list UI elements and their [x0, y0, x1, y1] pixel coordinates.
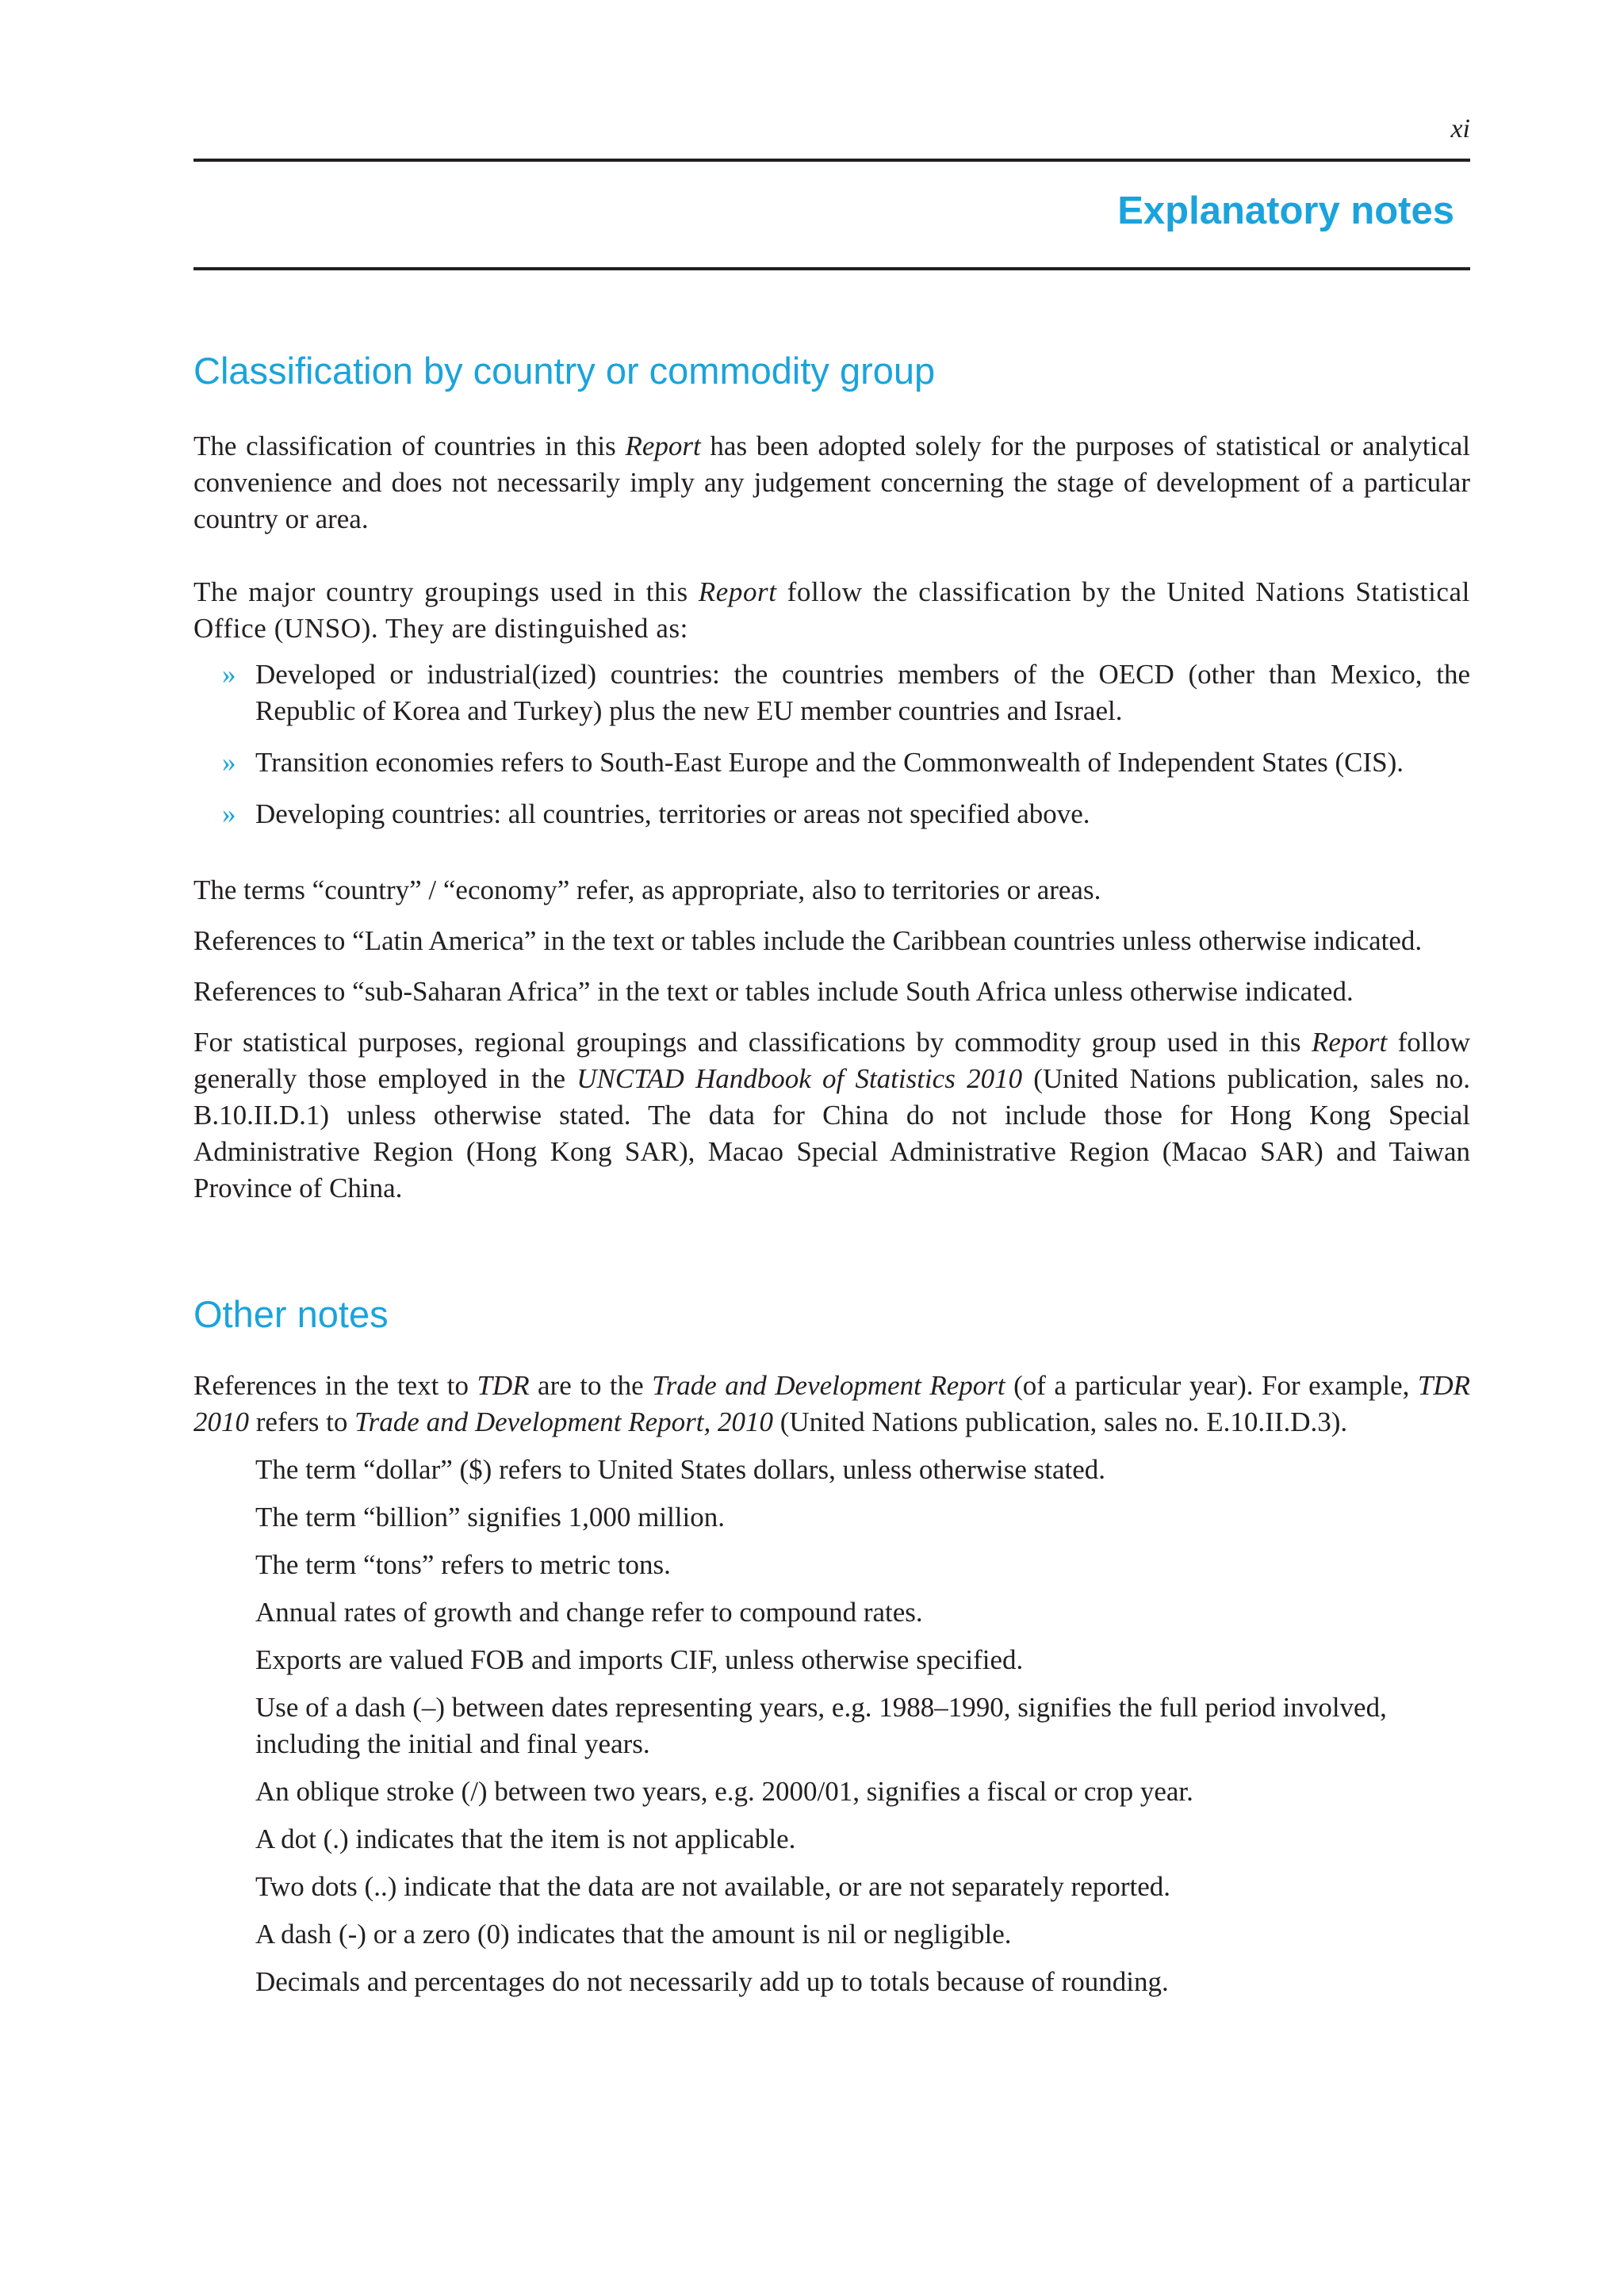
paragraph-country-groupings: The major country groupings used in this Report follow the classification by the United Nations Statistical Office (UNSO). They are distinguished as:: [193, 576, 1470, 645]
note-item: Use of a dash (–) between dates representing years, e.g. 1988–1990, signifies the full period involved, including the initial and final years.: [255, 1691, 1387, 1759]
note-item: The term “tons” refers to metric tons.: [255, 1548, 671, 1580]
chapter-title: Explanatory notes: [1117, 189, 1454, 232]
paragraph-tdr-references: References in the text to TDR are to the Trade and Development Report (of a particular year). For example, TDR 2010 refers to Trade and Development Report, 2010 (United Nations publication, sales no. E.10.II.D.3).: [193, 1369, 1470, 1437]
title-bottom-rule: [193, 267, 1470, 270]
note-item: The term “billion” signifies 1,000 million.: [255, 1501, 725, 1533]
paragraph-classification-intro: The classification of countries in this Report has been adopted solely for the purposes of statistical or analytical convenience and does not necessarily imply any judgement concerning the stage of development of a particular country or area.: [193, 430, 1470, 535]
top-rule: [193, 159, 1470, 162]
list-item: » Transition economies refers to South-East Europe and the Commonwealth of Independent States (CIS).: [193, 744, 1470, 781]
note-item: Exports are valued FOB and imports CIF, unless otherwise specified.: [255, 1644, 1024, 1675]
list-item: » Developing countries: all countries, territories or areas not specified above.: [193, 796, 1470, 832]
section-heading-classification: Classification by country or commodity group: [193, 350, 936, 392]
note-item: A dot (.) indicates that the item is not applicable.: [255, 1823, 796, 1854]
other-notes-list: [193, 1452, 1470, 2000]
note-item: The term “dollar” ($) refers to United States dollars, unless otherwise stated.: [255, 1453, 1106, 1485]
note-item: Annual rates of growth and change refer to compound rates.: [255, 1596, 923, 1628]
paragraph-terms-country: The terms “country” / “economy” refer, as appropriate, also to territories or areas.: [193, 874, 1101, 906]
paragraph-statistical-purposes: For statistical purposes, regional groupings and classifications by commodity group used in this Report follow generally those employed in the UNCTAD Handbook of Statistics 2010 (United Nations publication, sales no. B.10.II.D.1) unless otherwise stated. The data for China do not include those for Hong Kong Special Administrative Region (Hong Kong SAR), Macao Special Administrative Region (Macao SAR) and Taiwan Province of China.: [193, 1027, 1471, 1204]
paragraph-sub-saharan-africa: References to “sub-Saharan Africa” in the text or tables include South Africa unless otherwise indicated.: [193, 976, 1354, 1008]
bullet-icon: »: [222, 798, 236, 830]
country-groupings-list: [193, 656, 1470, 832]
note-item: A dash (-) or a zero (0) indicates that the amount is nil or negligible.: [255, 1918, 1012, 1950]
list-item: » Developed or industrial(ized) countries: the countries members of the OECD (other than Mexico, the Republic of Korea and Turkey) plus the new EU member countries and Israel.: [193, 656, 1470, 729]
paragraph-latin-america: References to “Latin America” in the text or tables include the Caribbean countries unless otherwise indicated.: [193, 925, 1423, 957]
section-heading-other-notes: Other notes: [193, 1293, 389, 1336]
page-number: xi: [1450, 114, 1470, 144]
bullet-icon: »: [222, 659, 236, 691]
bullet-icon: »: [222, 747, 236, 779]
note-item: Decimals and percentages do not necessarily add up to totals because of rounding.: [255, 1965, 1169, 1997]
note-item: An oblique stroke (/) between two years, e.g. 2000/01, signifies a fiscal or crop year.: [255, 1775, 1193, 1807]
note-item: Two dots (..) indicate that the data are not available, or are not separately reported.: [255, 1870, 1171, 1902]
content-body: [193, 349, 1470, 2011]
